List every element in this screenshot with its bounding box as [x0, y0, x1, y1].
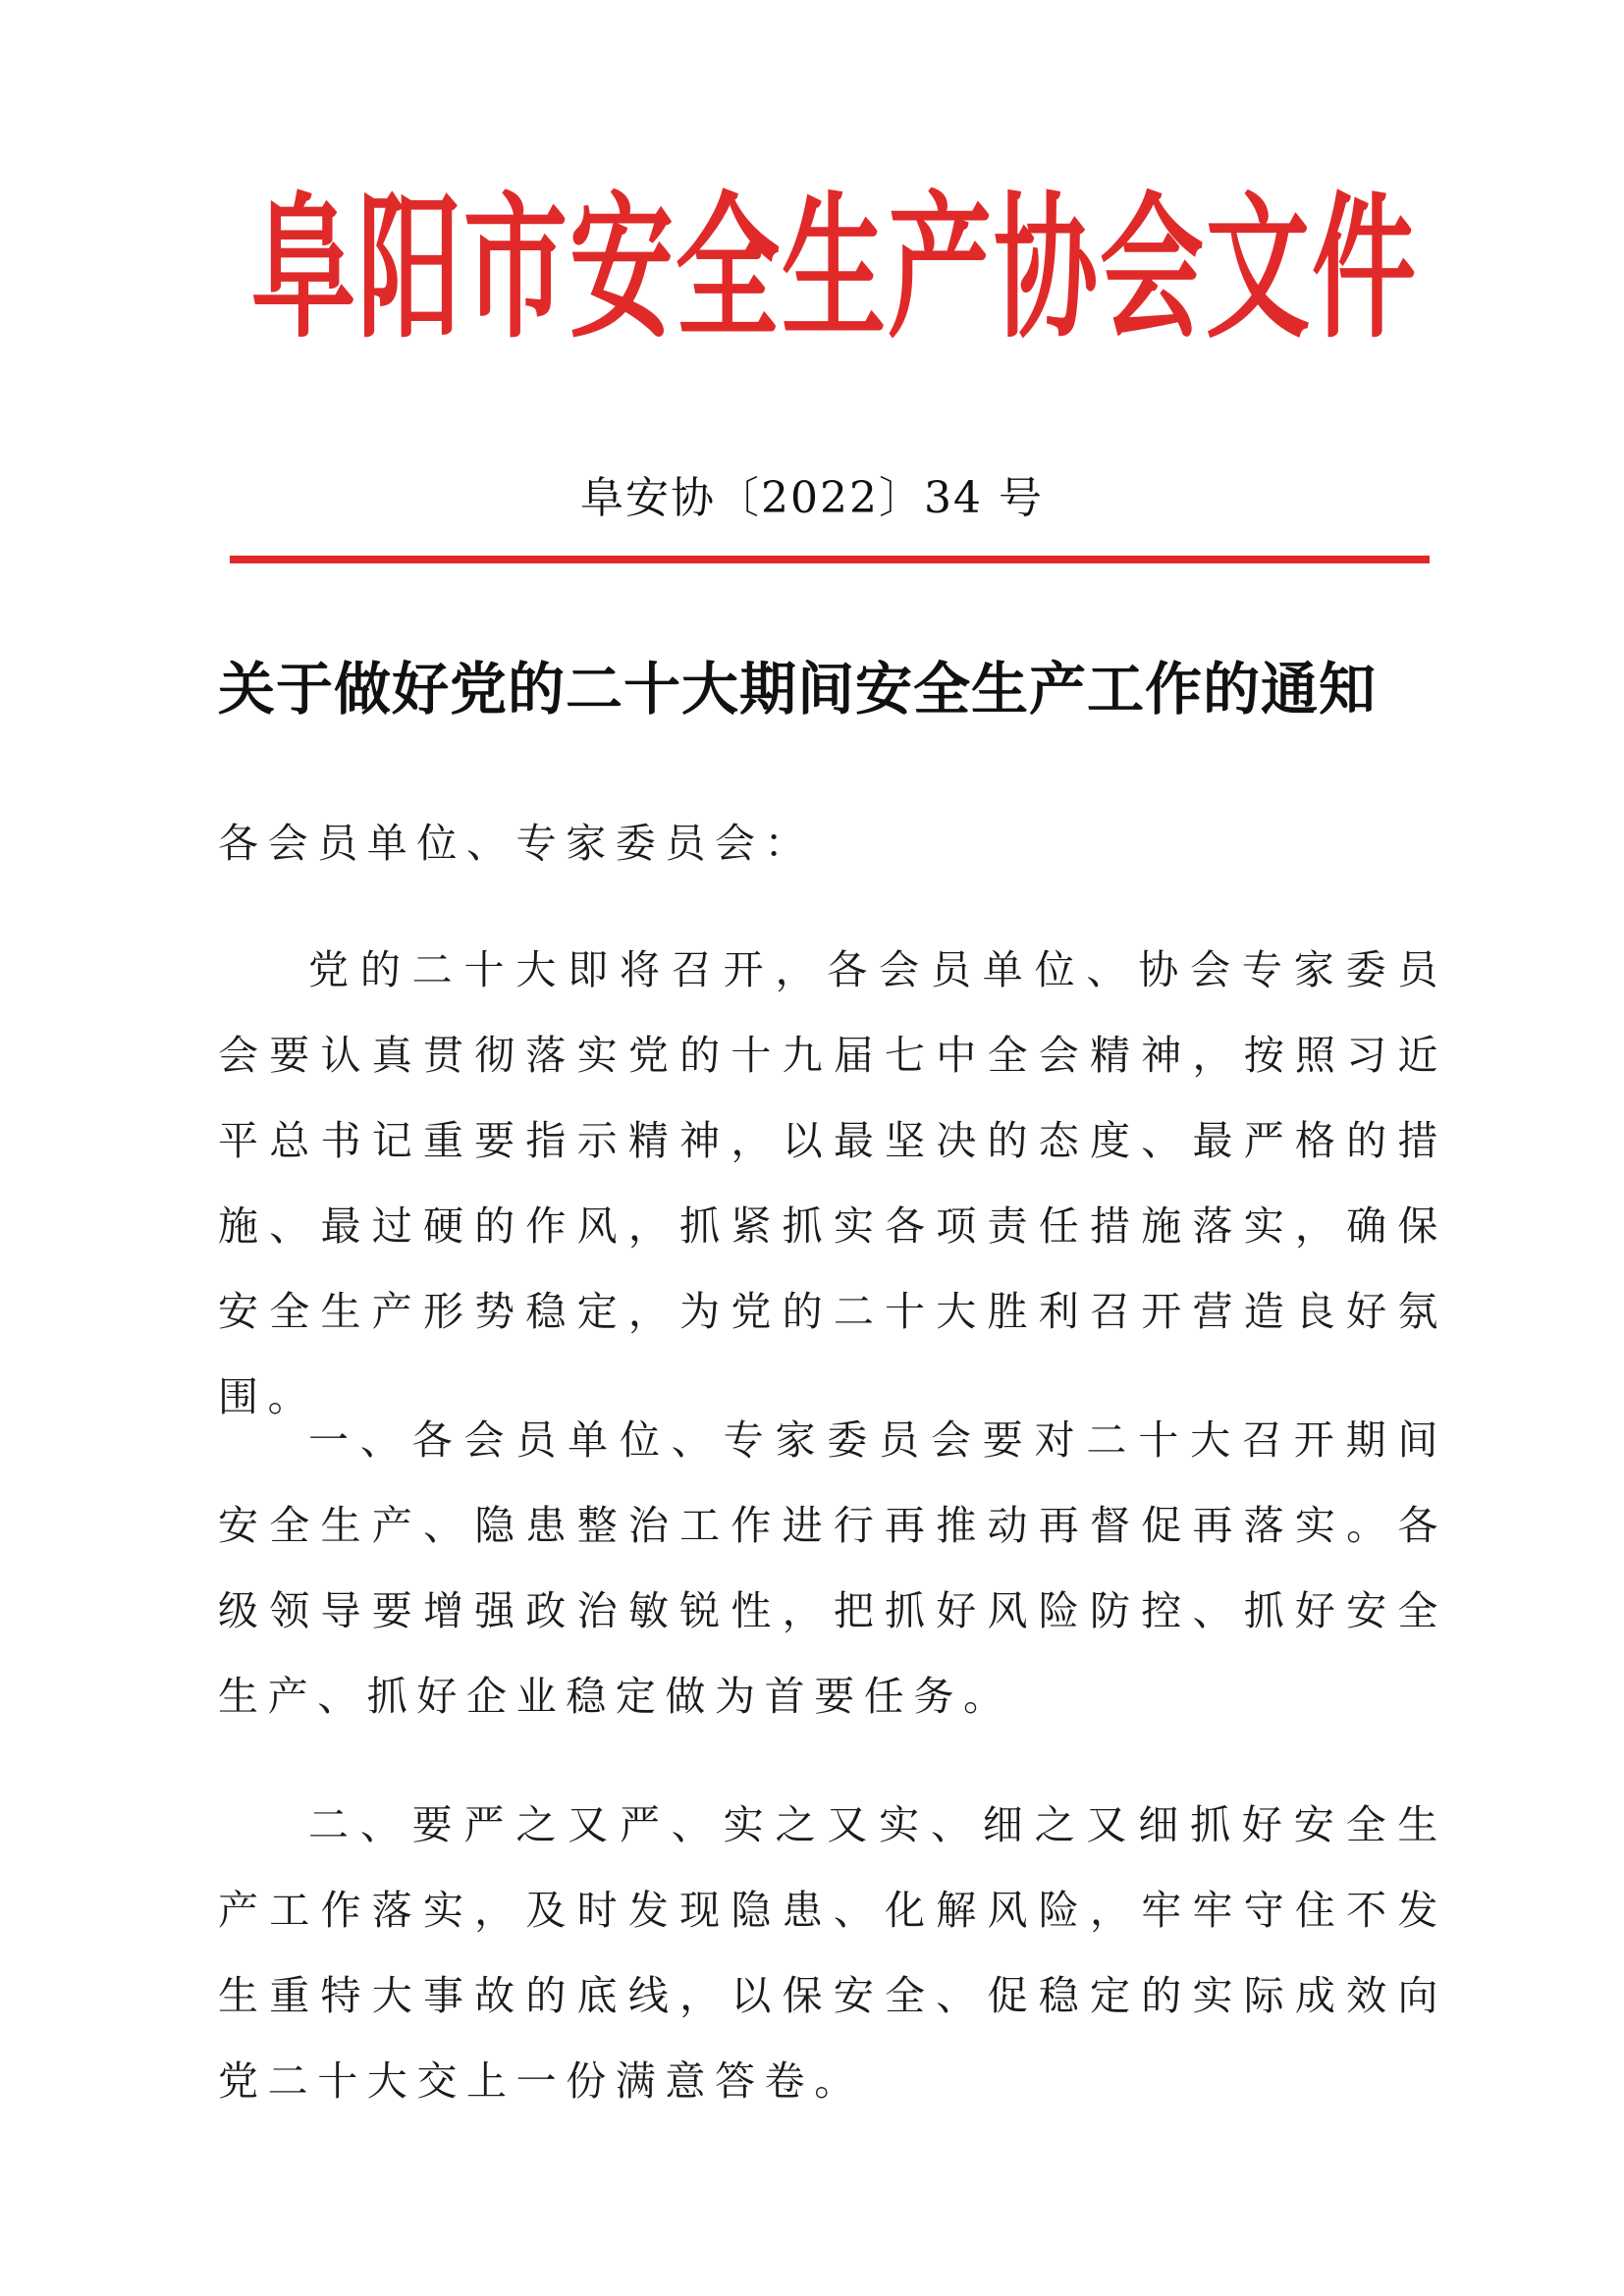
- body-paragraph-1: 党的二十大即将召开，各会员单位、协会专家委员会要认真贯彻落实党的十九届七中全会精神，按照习近平总书记重要指示精神，以最坚决的态度、最严格的措施、最过硬的作风，抓紧抓实各项责任措施落实，确保安全生产形势稳定，为党的二十大胜利召开营造良好氛围。: [218, 946, 1447, 1420]
- document-number: 阜安协〔2022〕34 号: [580, 473, 1044, 523]
- body-paragraph-2: 一、各会员单位、专家委员会要对二十大召开期间安全生产、隐患整治工作进行再推动再督促再落实。各级领导要增强政治敏锐性，把抓好风险防控、抓好安全生产、抓好企业稳定做为首要任务。: [218, 1416, 1447, 1720]
- body-paragraph-3: 二、要严之又严、实之又实、细之又细抓好安全生产工作落实，及时发现隐患、化解风险，牢牢守住不发生重特大事故的底线，以保安全、促稳定的实际成效向党二十大交上一份满意答卷。: [218, 1801, 1447, 2105]
- notice-title: 关于做好党的二十大期间安全生产工作的通知: [218, 656, 1378, 722]
- organization-header-title: 阜阳市安全生产协会文件: [251, 175, 1418, 359]
- red-divider-line: [230, 556, 1430, 563]
- salutation: 各会员单位、专家委员会：: [218, 820, 815, 867]
